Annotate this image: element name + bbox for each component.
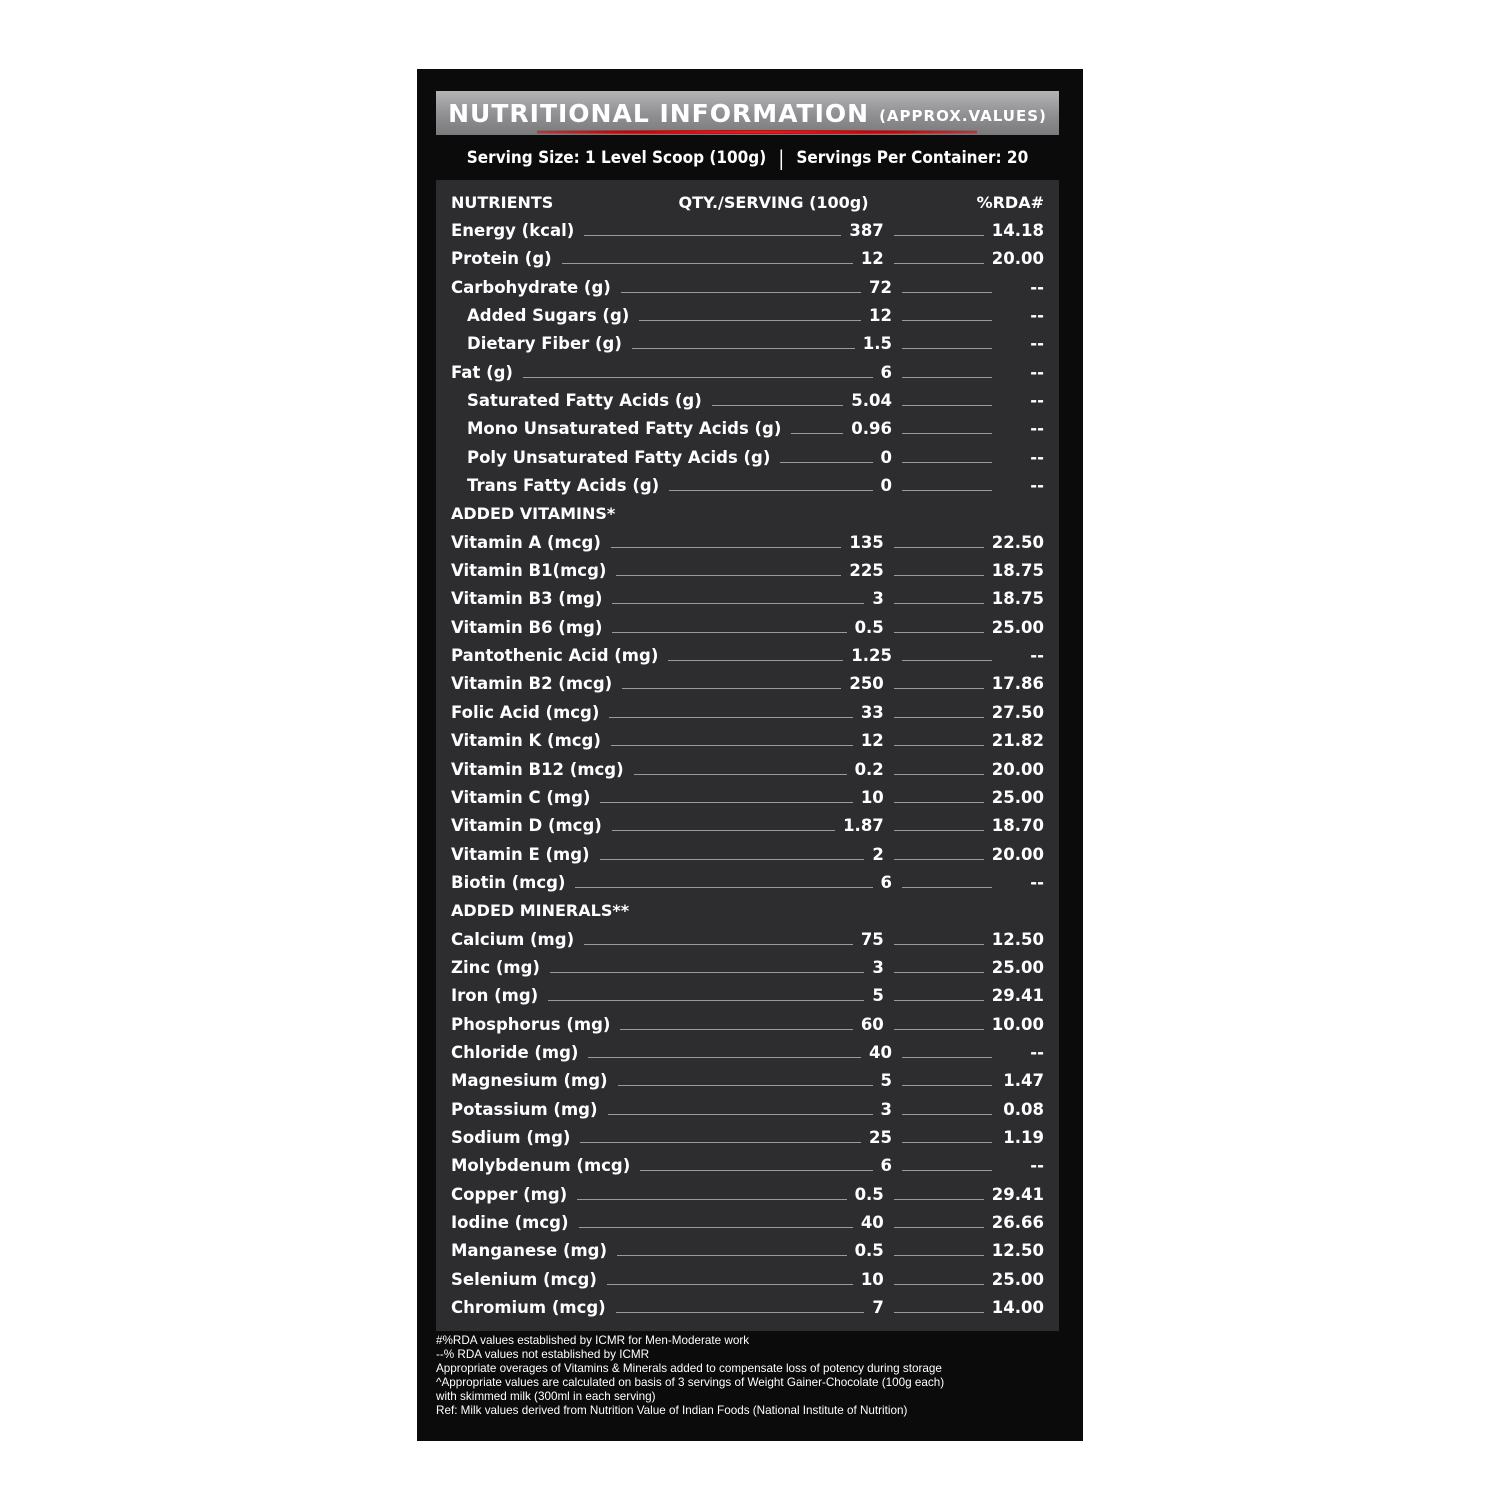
leader-line	[902, 292, 992, 293]
nutrient-rda: --	[1030, 390, 1044, 410]
nutrient-row	[436, 415, 1059, 443]
nutrient-rda: 18.70	[991, 816, 1044, 836]
nutrient-rda: --	[1030, 277, 1044, 297]
section-minerals	[436, 897, 1059, 925]
nutrient-name: Dietary Fiber (g)	[467, 334, 622, 354]
leader-line	[894, 547, 984, 548]
nutrient-name: Magnesium (mg)	[451, 1071, 608, 1091]
column-header-rda: %RDA#	[976, 192, 1044, 212]
leader-line	[617, 1255, 847, 1256]
leader-line	[640, 1170, 872, 1171]
nutrient-row	[436, 1067, 1059, 1095]
serving-size: Serving Size: 1 Level Scoop (100g)	[466, 148, 767, 168]
leader-line	[894, 603, 984, 604]
leader-line	[894, 575, 984, 576]
leader-line	[584, 235, 841, 236]
nutrient-qty: 1.25	[851, 646, 892, 666]
leader-line	[894, 1199, 984, 1200]
nutrient-rda: 0.08	[1003, 1099, 1044, 1119]
leader-line	[611, 745, 853, 746]
nutrient-qty: 40	[860, 1213, 884, 1233]
leader-line	[894, 745, 984, 746]
leader-line	[894, 1227, 984, 1228]
nutrient-name: Sodium (mg)	[451, 1128, 571, 1148]
nutrient-name: Carbohydrate (g)	[451, 277, 611, 297]
nutrient-name: Fat (g)	[451, 362, 513, 382]
nutrient-name: Phosphorus (mg)	[451, 1014, 611, 1034]
nutrient-qty: 135	[849, 532, 884, 552]
nutrient-qty: 6	[880, 1156, 892, 1176]
nutrient-name: Vitamin B1(mcg)	[451, 561, 607, 581]
nutrient-row	[436, 1294, 1059, 1322]
leader-line	[588, 1057, 861, 1058]
footnote-line: #%RDA values established by ICMR for Men-Moderate work	[436, 1334, 750, 1347]
nutrient-row	[436, 1010, 1059, 1038]
footnote-line: --% RDA values not established by ICMR	[436, 1348, 650, 1362]
nutrient-name: Vitamin E (mg)	[451, 844, 590, 864]
section-minerals-label: ADDED MINERALS**	[451, 901, 630, 921]
leader-line	[622, 688, 841, 689]
nutrient-name: Poly Unsaturated Fatty Acids (g)	[467, 447, 771, 467]
nutrient-row	[436, 443, 1059, 471]
leader-line	[894, 802, 984, 803]
nutrient-row	[436, 783, 1059, 811]
nutrient-qty: 72	[869, 277, 892, 297]
nutrient-rda: 25.00	[991, 957, 1044, 977]
nutrient-qty: 0	[880, 447, 892, 467]
nutrient-rda: 18.75	[991, 561, 1044, 581]
leader-line	[894, 1000, 984, 1001]
nutrient-rda: --	[1030, 1043, 1044, 1062]
nutrient-name: Biotin (mcg)	[451, 872, 566, 892]
leader-line	[579, 1227, 853, 1228]
nutrient-name: Chromium (mcg)	[451, 1298, 606, 1318]
leader-line	[639, 320, 861, 321]
nutrient-qty: 3	[872, 589, 884, 609]
nutrient-row	[436, 727, 1059, 755]
nutrient-name: Zinc (mg)	[451, 957, 540, 977]
nutrient-row	[436, 216, 1059, 244]
nutrient-name: Vitamin K (mcg)	[451, 731, 601, 751]
leader-line	[902, 490, 992, 491]
footnote-line: ^Appropriate values are calculated on basis of 3 servings of Weight Gainer-Chocolate (100g each)	[436, 1376, 945, 1390]
leader-line	[894, 632, 984, 633]
serving-info	[436, 141, 1059, 175]
nutrient-rda: 29.41	[991, 986, 1044, 1006]
leader-line	[894, 1029, 984, 1030]
nutrient-name: Chloride (mg)	[451, 1043, 579, 1062]
leader-line	[618, 1085, 873, 1086]
leader-line	[894, 1312, 984, 1313]
nutrient-name: Vitamin B6 (mg)	[451, 617, 603, 637]
leader-line	[894, 1284, 984, 1285]
nutrient-table	[436, 180, 1059, 1331]
nutrient-row	[436, 1124, 1059, 1152]
nutrient-row	[436, 528, 1059, 556]
leader-line	[894, 1255, 984, 1256]
nutrient-name: Calcium (mg)	[451, 929, 575, 949]
label-title: NUTRITIONAL INFORMATION	[448, 98, 870, 128]
leader-line	[634, 774, 847, 775]
nutrient-row	[436, 1095, 1059, 1123]
nutrient-qty: 1.87	[843, 816, 884, 836]
servings-per-container: Servings Per Container: 20	[796, 148, 1029, 168]
nutrient-row	[436, 273, 1059, 301]
nutrient-row	[436, 925, 1059, 953]
nutrient-name: Manganese (mg)	[451, 1241, 608, 1261]
nutrient-row	[436, 585, 1059, 613]
leader-line	[902, 1114, 992, 1115]
nutrient-name: Iodine (mcg)	[451, 1213, 569, 1233]
nutrient-rda: 25.00	[991, 787, 1044, 807]
nutrient-qty: 5.04	[851, 390, 892, 410]
nutrient-rda: 20.00	[991, 759, 1044, 779]
nutrient-name: Trans Fatty Acids (g)	[467, 476, 660, 495]
leader-line	[894, 859, 984, 860]
nutrient-row	[436, 1039, 1059, 1067]
nutrient-rda: --	[1030, 646, 1044, 666]
column-header-nutrients: NUTRIENTS	[451, 192, 554, 212]
leader-line	[902, 1170, 992, 1171]
nutrient-qty: 0.96	[851, 419, 892, 439]
nutrient-rda: 22.50	[991, 532, 1044, 552]
nutrient-row	[436, 1209, 1059, 1237]
nutrient-rda: 27.50	[991, 702, 1044, 722]
leader-line	[902, 433, 992, 434]
nutrient-rda: 12.50	[991, 1241, 1044, 1261]
nutrient-qty: 2	[872, 844, 884, 864]
nutrient-qty: 10	[860, 1269, 884, 1289]
nutrient-row	[436, 953, 1059, 981]
nutrient-qty: 0.5	[854, 1184, 884, 1204]
nutrient-name: Iron (mg)	[451, 986, 539, 1006]
leader-line	[548, 1000, 864, 1001]
nutrient-qty: 0.5	[854, 617, 884, 637]
nutrient-qty: 40	[869, 1043, 892, 1062]
nutrient-qty: 0.5	[854, 1241, 884, 1261]
leader-line	[616, 575, 841, 576]
nutrient-qty: 250	[849, 674, 884, 694]
nutrient-row	[436, 982, 1059, 1010]
leader-line	[791, 433, 843, 434]
nutrient-row	[436, 1237, 1059, 1265]
leader-line	[902, 377, 992, 378]
leader-line	[902, 1142, 992, 1143]
leader-line	[577, 1199, 846, 1200]
nutrient-row	[436, 642, 1059, 670]
nutrient-qty: 33	[860, 702, 884, 722]
nutrient-rda: 14.00	[991, 1298, 1044, 1318]
nutrient-qty: 25	[869, 1128, 892, 1148]
nutrient-name: Energy (kcal)	[451, 220, 575, 240]
nutrient-rda: 1.19	[1003, 1128, 1044, 1148]
nutrient-row	[436, 245, 1059, 273]
leader-line	[902, 1057, 992, 1058]
leader-line	[616, 1312, 865, 1313]
nutrient-qty: 5	[880, 1071, 892, 1091]
nutrient-rda: 25.00	[991, 617, 1044, 637]
nutrient-row	[436, 1152, 1059, 1180]
nutrient-row	[436, 358, 1059, 386]
leader-line	[894, 688, 984, 689]
footnotes	[436, 1334, 1066, 1419]
leader-line	[612, 632, 846, 633]
title-bar	[436, 91, 1059, 135]
nutrient-name: Folic Acid (mcg)	[451, 702, 600, 722]
nutrient-row	[436, 812, 1059, 840]
nutrition-label	[417, 69, 1083, 1441]
nutrient-qty: 75	[860, 929, 884, 949]
nutrient-name: Saturated Fatty Acids (g)	[467, 390, 702, 410]
leader-line	[632, 348, 855, 349]
nutrient-qty: 6	[880, 362, 892, 382]
nutrient-name: Vitamin A (mcg)	[451, 532, 601, 552]
leader-line	[600, 802, 852, 803]
nutrient-name: Vitamin D (mcg)	[451, 816, 602, 836]
nutrient-name: Pantothenic Acid (mg)	[451, 646, 659, 666]
footnote-line: with skimmed milk (300ml in each serving)	[436, 1390, 656, 1404]
footnote-line: Ref: Milk values derived from Nutrition Value of Indian Foods (National Institute of Nutrition)	[436, 1404, 908, 1418]
nutrient-row	[436, 840, 1059, 868]
leader-line	[902, 405, 992, 406]
nutrient-row	[436, 557, 1059, 585]
label-subtitle: (APPROX.VALUES)	[879, 106, 1047, 125]
nutrient-rda: --	[1030, 872, 1044, 892]
nutrient-rda: --	[1030, 419, 1044, 439]
leader-line	[607, 1284, 853, 1285]
nutrient-row	[436, 1265, 1059, 1293]
leader-line	[712, 405, 844, 406]
nutrient-row	[436, 301, 1059, 329]
nutrient-row	[436, 330, 1059, 358]
nutrient-rda: 14.18	[991, 220, 1044, 240]
column-header-qty: QTY./SERVING (100g)	[678, 192, 869, 212]
nutrient-qty: 1.5	[862, 334, 892, 354]
leader-line	[902, 887, 992, 888]
leader-line	[612, 603, 864, 604]
leader-line	[580, 1142, 861, 1143]
nutrient-qty: 225	[849, 561, 884, 581]
nutrient-row	[436, 386, 1059, 414]
leader-line	[894, 944, 984, 945]
nutrient-qty: 6	[880, 872, 892, 892]
nutrient-qty: 7	[872, 1298, 884, 1318]
nutrient-rda: 20.00	[991, 844, 1044, 864]
leader-line	[894, 235, 984, 236]
section-vitamins-label: ADDED VITAMINS*	[451, 504, 616, 524]
nutrient-qty: 5	[872, 986, 884, 1006]
nutrient-qty: 0	[880, 476, 892, 495]
leader-line	[902, 660, 992, 661]
leader-line	[575, 887, 872, 888]
nutrient-rda: --	[1030, 447, 1044, 467]
nutrient-row	[436, 698, 1059, 726]
leader-line	[562, 263, 853, 264]
leader-line	[621, 292, 861, 293]
nutrient-name: Protein (g)	[451, 249, 552, 269]
nutrient-rda: 29.41	[991, 1184, 1044, 1204]
nutrient-qty: 387	[849, 220, 884, 240]
nutrient-row	[436, 755, 1059, 783]
nutrient-rda: 25.00	[991, 1269, 1044, 1289]
leader-line	[669, 490, 872, 491]
nutrient-rda: --	[1030, 476, 1044, 495]
nutrient-name: Molybdenum (mcg)	[451, 1156, 631, 1176]
leader-line	[523, 377, 873, 378]
serving-separator: |	[778, 146, 785, 170]
nutrient-qty: 12	[869, 305, 892, 325]
leader-line	[902, 320, 992, 321]
nutrient-qty: 0.2	[854, 759, 884, 779]
nutrient-qty: 3	[880, 1099, 892, 1119]
nutrient-row	[436, 868, 1059, 896]
nutrient-qty: 10	[860, 787, 884, 807]
leader-line	[894, 972, 984, 973]
nutrient-rda: 21.82	[991, 731, 1044, 751]
nutrient-rda: --	[1030, 362, 1044, 382]
nutrient-row	[436, 1180, 1059, 1208]
leader-line	[600, 859, 865, 860]
nutrient-name: Mono Unsaturated Fatty Acids (g)	[467, 419, 782, 439]
nutrient-rda: 17.86	[991, 674, 1044, 694]
nutrient-name: Copper (mg)	[451, 1184, 568, 1204]
nutrient-rda: 18.75	[991, 589, 1044, 609]
leader-line	[611, 547, 841, 548]
section-vitamins	[436, 500, 1059, 528]
nutrient-rda: 12.50	[991, 929, 1044, 949]
nutrient-rda: --	[1030, 1156, 1044, 1176]
leader-line	[609, 717, 852, 718]
leader-line	[668, 660, 843, 661]
leader-line	[550, 972, 864, 973]
title-accent-line	[537, 130, 977, 134]
leader-line	[902, 462, 992, 463]
footnote-line: Appropriate overages of Vitamins & Minerals added to compensate loss of potency during storage	[436, 1362, 942, 1376]
nutrient-row	[436, 472, 1059, 500]
leader-line	[894, 717, 984, 718]
nutrient-rda: 10.00	[991, 1014, 1044, 1034]
nutrient-qty: 3	[872, 957, 884, 977]
nutrient-rda: 20.00	[991, 249, 1044, 269]
nutrient-rda: --	[1030, 334, 1044, 354]
nutrient-name: Vitamin B12 (mcg)	[451, 759, 624, 779]
leader-line	[902, 348, 992, 349]
leader-line	[894, 830, 984, 831]
nutrient-qty: 12	[860, 249, 884, 269]
leader-line	[584, 944, 853, 945]
nutrient-name: Selenium (mcg)	[451, 1269, 597, 1289]
nutrient-rda: --	[1030, 305, 1044, 325]
leader-line	[780, 462, 872, 463]
leader-line	[612, 830, 835, 831]
table-header-row	[436, 188, 1059, 216]
nutrient-name: Vitamin C (mg)	[451, 787, 591, 807]
nutrient-row	[436, 613, 1059, 641]
leader-line	[894, 774, 984, 775]
leader-line	[620, 1029, 852, 1030]
nutrient-qty: 12	[860, 731, 884, 751]
nutrient-name: Vitamin B3 (mg)	[451, 589, 603, 609]
nutrient-qty: 60	[860, 1014, 884, 1034]
leader-line	[608, 1114, 873, 1115]
nutrient-name: Added Sugars (g)	[467, 305, 630, 325]
leader-line	[902, 1085, 992, 1086]
nutrient-row	[436, 670, 1059, 698]
nutrient-rda: 1.47	[1003, 1071, 1044, 1091]
leader-line	[894, 263, 984, 264]
nutrient-name: Potassium (mg)	[451, 1099, 598, 1119]
nutrient-name: Vitamin B2 (mcg)	[451, 674, 613, 694]
nutrient-rda: 26.66	[991, 1213, 1044, 1233]
